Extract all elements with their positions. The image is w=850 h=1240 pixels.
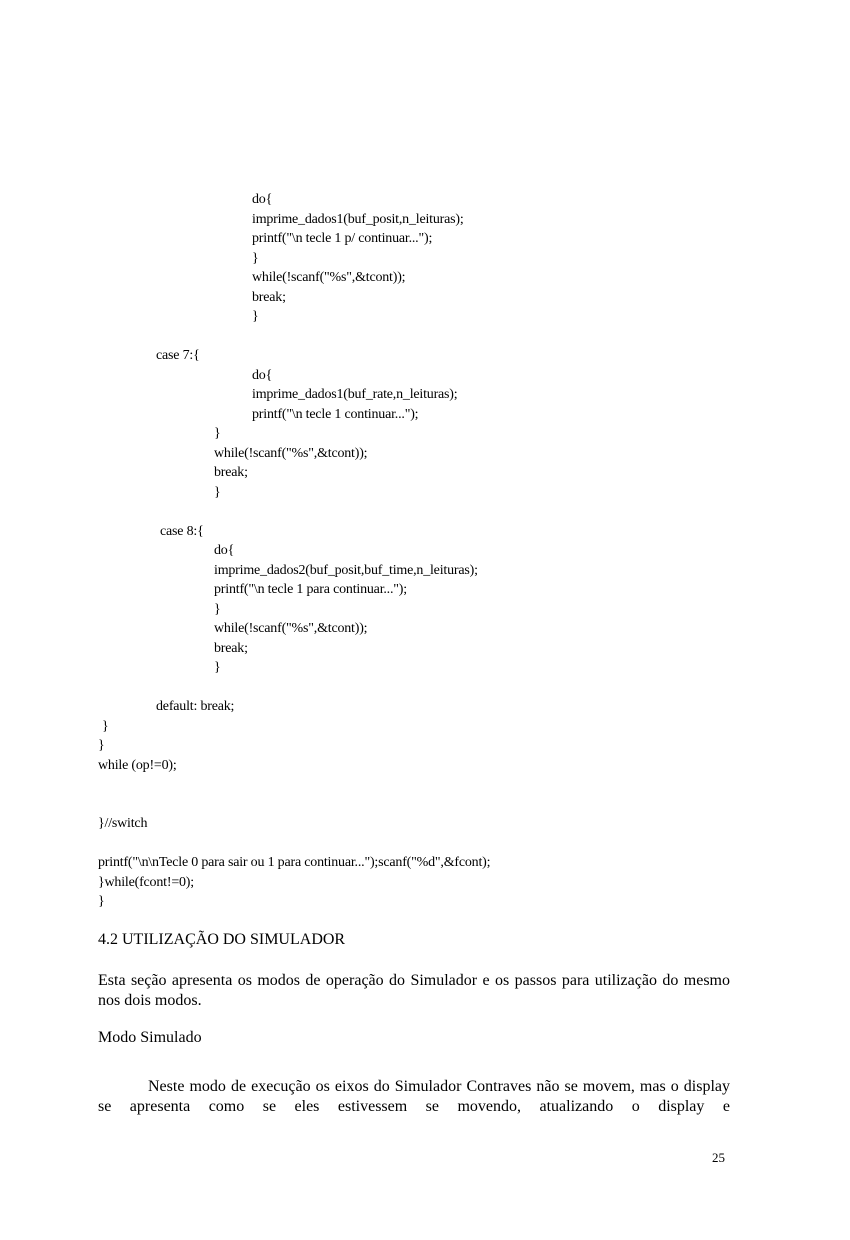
code-line: }while(fcont!=0);	[98, 875, 194, 890]
code-line: break;	[214, 641, 248, 656]
code-line: }	[252, 251, 259, 266]
subheading: Modo Simulado	[98, 1029, 202, 1046]
code-line: case 7:{	[156, 348, 200, 363]
code-line: }	[252, 309, 259, 324]
code-line: printf("\n\nTecle 0 para sair ou 1 para continuar...");scanf("%d",&fcont);	[98, 855, 491, 870]
code-line: while(!scanf("%s",&tcont));	[214, 621, 368, 636]
page-number: 25	[712, 1150, 725, 1165]
code-line: }	[98, 738, 105, 753]
code-line: case 8:{	[160, 524, 204, 539]
code-line: printf("\n tecle 1 para continuar...");	[214, 582, 407, 597]
code-line: do{	[252, 192, 273, 207]
code-line: default: break;	[156, 699, 235, 714]
code-line: }	[214, 426, 221, 441]
code-line: }	[214, 485, 221, 500]
code-line: while (op!=0);	[98, 758, 177, 773]
code-line: }//switch	[98, 816, 148, 831]
code-line: printf("\n tecle 1 continuar...");	[252, 407, 419, 422]
code-line: }	[102, 719, 109, 734]
code-line: }	[98, 894, 105, 909]
code-line: break;	[214, 465, 248, 480]
body-paragraph: Neste modo de execução os eixos do Simulador Contraves não se movem, mas o display se apresenta como se eles estivessem se movendo, atualizando o display e	[98, 1078, 730, 1115]
code-line: do{	[214, 543, 235, 558]
intro-paragraph: Esta seção apresenta os modos de operação do Simulador e os passos para utilização do mesmo nos dois modos.	[98, 972, 730, 1009]
code-line: while(!scanf("%s",&tcont));	[252, 270, 406, 285]
code-line: imprime_dados1(buf_rate,n_leituras);	[252, 387, 458, 402]
code-line: imprime_dados1(buf_posit,n_leituras);	[252, 212, 464, 227]
code-line: while(!scanf("%s",&tcont));	[214, 446, 368, 461]
code-line: }	[214, 602, 221, 617]
code-line: break;	[252, 290, 286, 305]
code-line: do{	[252, 368, 273, 383]
code-line: imprime_dados2(buf_posit,buf_time,n_leituras);	[214, 563, 478, 578]
code-line: printf("\n tecle 1 p/ continuar...");	[252, 231, 433, 246]
section-heading: 4.2 UTILIZAÇÃO DO SIMULADOR	[98, 931, 346, 948]
code-line: }	[214, 660, 221, 675]
